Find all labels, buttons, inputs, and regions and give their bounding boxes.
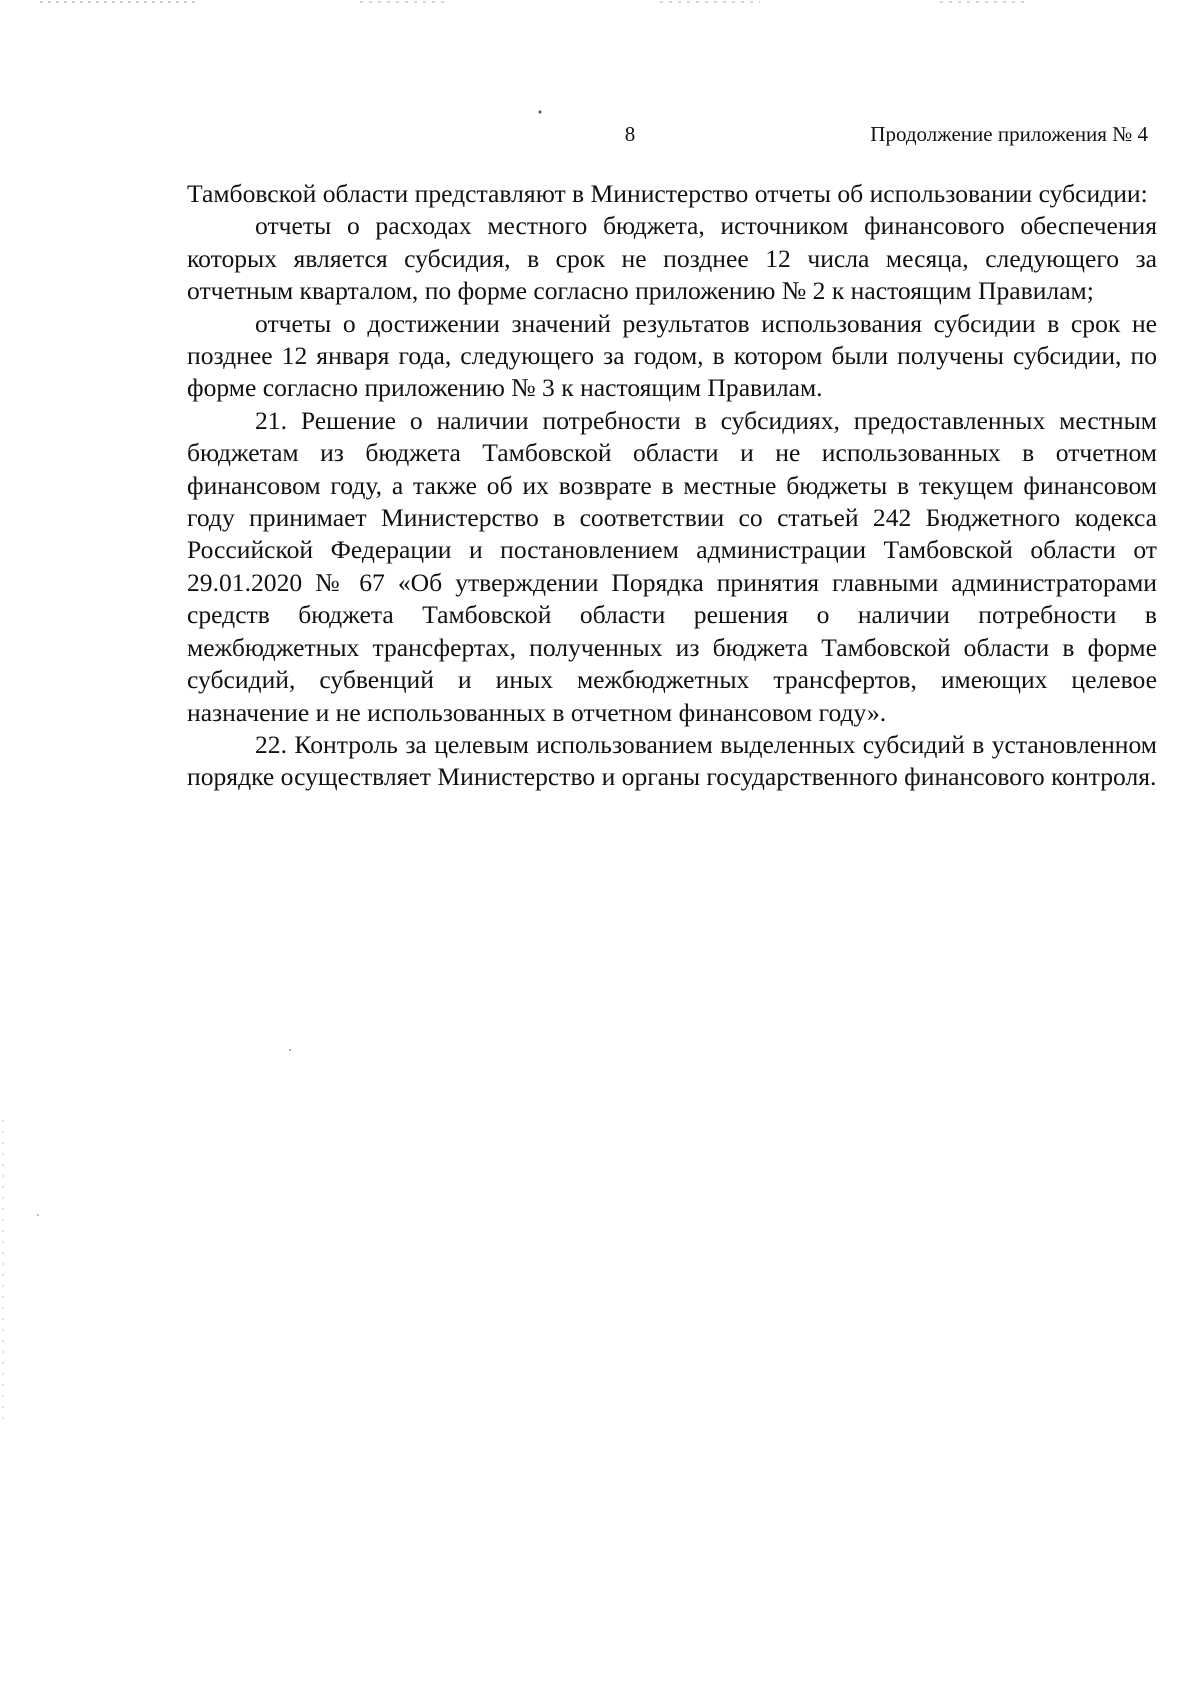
page-number: 8 (624, 122, 636, 146)
paragraph-results-reports: отчеты о достижении значений результатов использования субсидии в срок не позднее 12 января года, следующего за годом, в котором были получены субсидии, по форме согласно приложению № 3 к настоящим Правилам. (187, 308, 1157, 403)
document-body (187, 178, 1157, 794)
running-header: Продолжение приложения № 4 (870, 122, 1148, 146)
paragraph-clause-21: 21. Решение о наличии потребности в субсидиях, предоставленных местным бюджетам из бюджета Тамбовской области и не использованных в отчетном финансовом году, а также об их возврате в местные бюджеты в текущем финансовом году принимает Министерство в соответствии со статьей 242 Бюджетного кодекса Российской Федерации и постановлением администрации Тамбовской области от 29.01.2020 № 67 «Об утверждении Порядка принятия главными администраторами средств бюджета Тамбовской области решения о наличии потребности в межбюджетных трансфертах, полученных из бюджета Тамбовской области в форме субсидий, субвенций и иных межбюджетных трансфертов, имеющих целевое назначение и не использованных в отчетном финансовом году». (187, 405, 1157, 727)
paragraph-expense-reports: отчеты о расходах местного бюджета, источником финансового обеспечения которых является субсидия, в срок не позднее 12 числа месяца, следующего за отчетным кварталом, по форме согласно приложению № 2 к настоящим Правилам; (187, 211, 1157, 306)
paragraph-clause-22: 22. Контроль за целевым использованием выделенных субсидий в установленном порядке осуществляет Министерство и органы государственного финансового контроля. (187, 729, 1157, 792)
paragraph-continuation: Тамбовской области представляют в Министерство отчеты об использовании субсидии: (187, 179, 1148, 208)
